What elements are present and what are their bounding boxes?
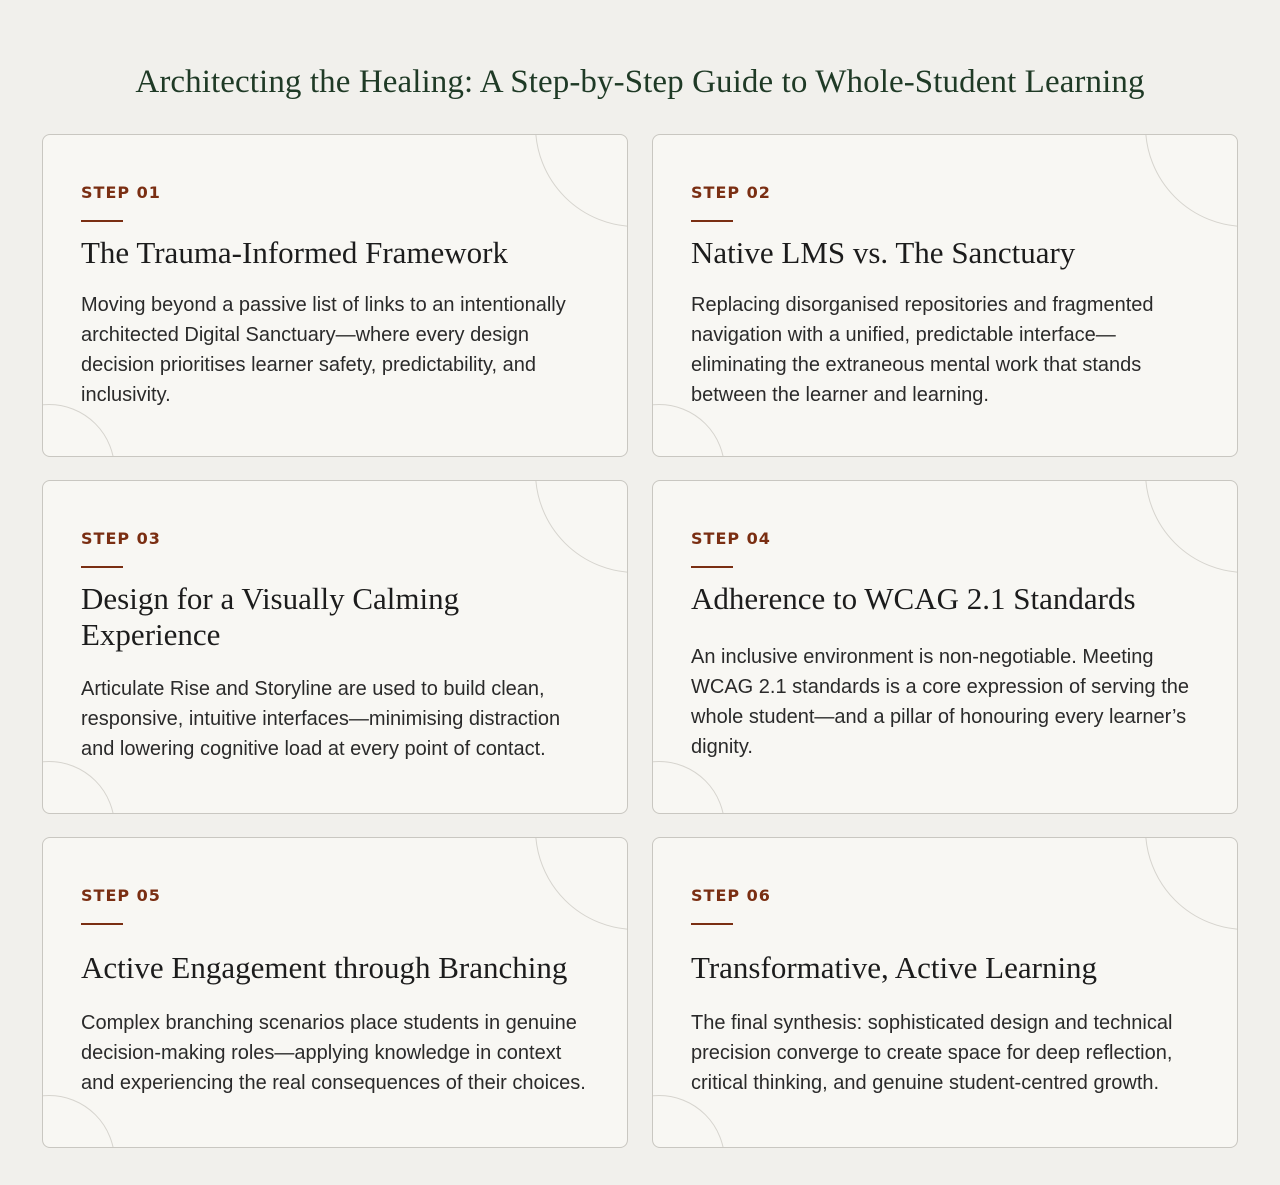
step-divider — [691, 566, 733, 568]
step-divider — [81, 220, 123, 222]
step-divider — [691, 220, 733, 222]
card-body: Replacing disorganised repositories and fragmented navigation with a unified, predictable interface—eliminating the extraneous mental work that stands between the learner and learning. — [691, 294, 1154, 406]
card-title: Adherence to WCAG 2.1 Standards — [691, 581, 1136, 616]
card-body: Moving beyond a passive list of links to an intentionally architected Digital Sanctuary—where every design decision prioritises learner safety, predictability, and inclusivity. — [81, 294, 566, 406]
step-divider — [691, 923, 733, 925]
card-body: An inclusive environment is non-negotiable. Meeting WCAG 2.1 standards is a core expression of serving the whole student—and a pillar of honouring every learner’s dignity. — [691, 646, 1190, 758]
card-title: The Trauma-Informed Framework — [81, 235, 509, 270]
step-card-01 — [42, 134, 628, 457]
step-card-06 — [652, 837, 1238, 1148]
decorative-arc — [535, 134, 628, 227]
page-title: Architecting the Healing: A Step-by-Step Guide to Whole-Student Learning — [135, 64, 1145, 100]
decorative-arc — [652, 404, 725, 457]
decorative-arc — [1145, 134, 1238, 227]
decorative-arc — [652, 761, 725, 814]
step-label: STEP 03 — [81, 529, 161, 548]
step-divider — [81, 566, 123, 568]
step-label: STEP 02 — [691, 183, 771, 202]
step-card-03 — [42, 480, 628, 814]
step-card-02 — [652, 134, 1238, 457]
card-title: Active Engagement through Branching — [81, 950, 568, 985]
step-label: STEP 05 — [81, 886, 161, 905]
decorative-arc — [42, 404, 115, 457]
step-label: STEP 01 — [81, 183, 161, 202]
card-body: Complex branching scenarios place students in genuine decision-making roles—applying knowledge in context and experiencing the real consequences of their choices. — [81, 1012, 586, 1094]
decorative-arc — [535, 837, 628, 930]
card-body: Articulate Rise and Storyline are used to build clean, responsive, intuitive interfaces—minimising distraction and lowering cognitive load at every point of contact. — [81, 678, 561, 760]
step-divider — [81, 923, 123, 925]
card-body: The final synthesis: sophisticated design and technical precision converge to create space for deep reflection, critical thinking, and genuine student-centred growth. — [691, 1012, 1173, 1094]
decorative-arc — [1145, 837, 1238, 930]
decorative-arc — [42, 761, 115, 814]
step-card-05 — [42, 837, 628, 1148]
decorative-arc — [42, 1095, 115, 1148]
step-label: STEP 04 — [691, 529, 771, 548]
card-title: Native LMS vs. The Sanctuary — [691, 235, 1076, 270]
card-title: Design for a Visually Calming Experience — [81, 581, 460, 652]
step-label: STEP 06 — [691, 886, 771, 905]
card-title: Transformative, Active Learning — [691, 950, 1098, 985]
decorative-arc — [535, 480, 628, 573]
decorative-arc — [652, 1095, 725, 1148]
step-card-04 — [652, 480, 1238, 814]
decorative-arc — [1145, 480, 1238, 573]
